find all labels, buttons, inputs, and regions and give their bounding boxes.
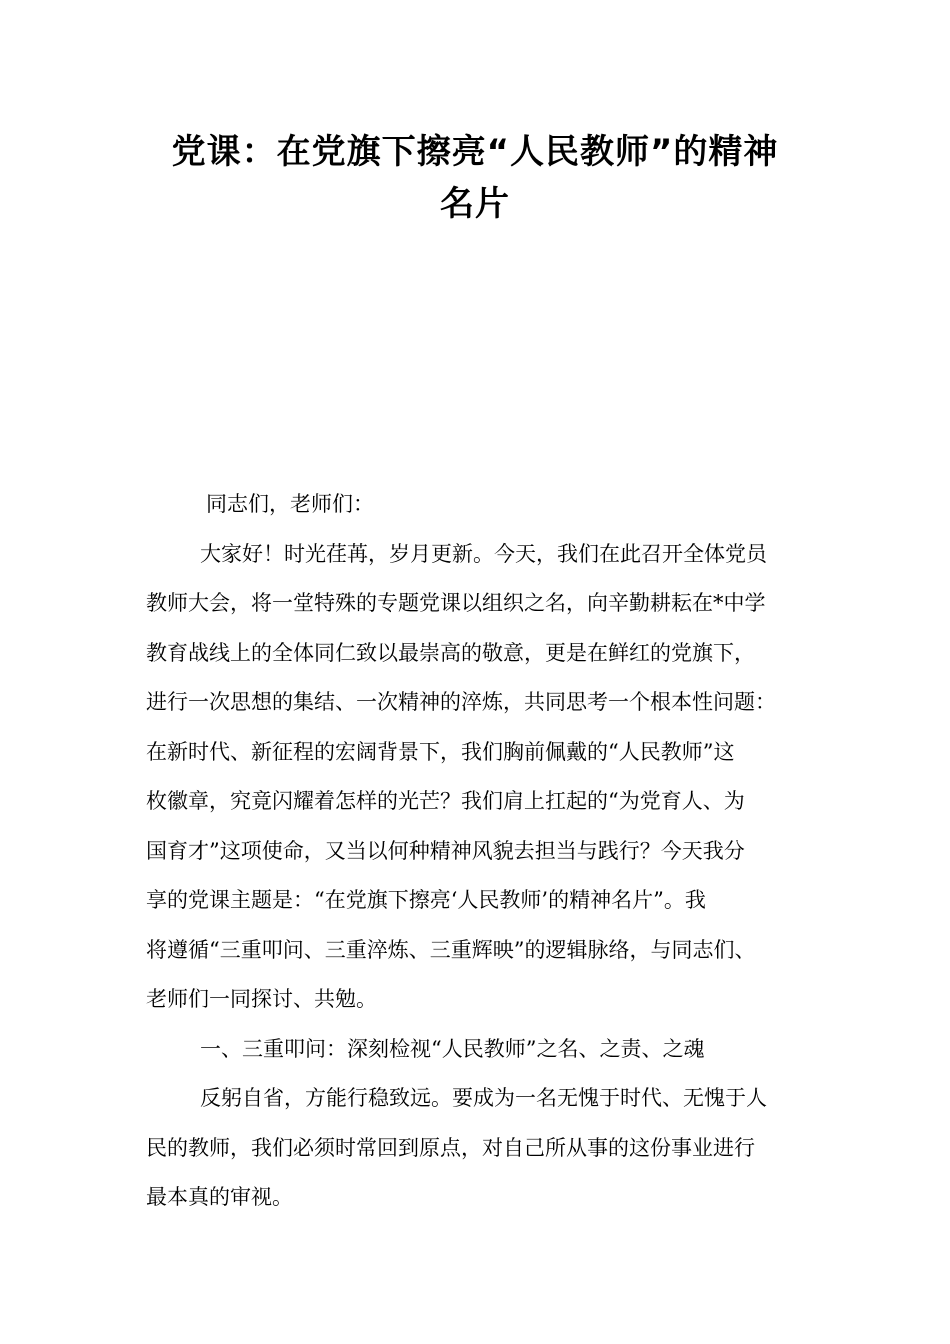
paragraph-1-line-4: 进行一次思想的集结、一次精神的淬炼，共同思考一个根本性问题： [146, 690, 776, 714]
paragraph-1-line-10: 老师们一同探讨、共勉。 [146, 987, 377, 1011]
section-heading-1: 一、三重叩问：深刻检视“人民教师”之名、之责、之魂 [200, 1036, 705, 1061]
greeting-line: 同志们，老师们： [206, 492, 374, 516]
paragraph-1-line-8: 享的党课主题是：“在党旗下擦亮‘人民教师’的精神名片”。我 [146, 888, 706, 912]
paragraph-1-line-1: 大家好！时光荏苒，岁月更新。今天，我们在此召开全体党员 [200, 541, 767, 566]
paragraph-1-line-6: 枚徽章，究竟闪耀着怎样的光芒？我们肩上扛起的“为党育人、为 [146, 789, 745, 813]
paragraph-1-line-7: 国育才”这项使命，又当以何种精神风貌去担当与践行？今天我分 [146, 838, 745, 863]
paragraph-2-line-2: 民的教师，我们必须时常回到原点，对自己所从事的这份事业进行 [146, 1135, 755, 1160]
paragraph-1-line-9: 将遵循“三重叩问、三重淬炼、三重辉映”的逻辑脉络，与同志们、 [146, 937, 756, 962]
document-body [146, 480, 826, 1223]
paragraph-2-line-3: 最本真的审视。 [146, 1185, 293, 1209]
title-line-1: 党课：在党旗下擦亮“人民教师”的精神 [171, 132, 779, 172]
paragraph-1-line-2: 教师大会，将一堂特殊的专题党课以组织之名，向辛勤耕耘在*中学 [146, 591, 766, 615]
paragraph-1-line-5: 在新时代、新征程的宏阔背景下，我们胸前佩戴的“人民教师”这 [146, 739, 735, 764]
document-title [140, 126, 810, 230]
title-line-2: 名片 [440, 184, 510, 224]
paragraph-2-line-1: 反躬自省，方能行稳致远。要成为一名无愧于时代、无愧于人 [200, 1086, 767, 1110]
paragraph-1-line-3: 教育战线上的全体同仁致以最崇高的敬意，更是在鲜红的党旗下， [146, 640, 755, 665]
